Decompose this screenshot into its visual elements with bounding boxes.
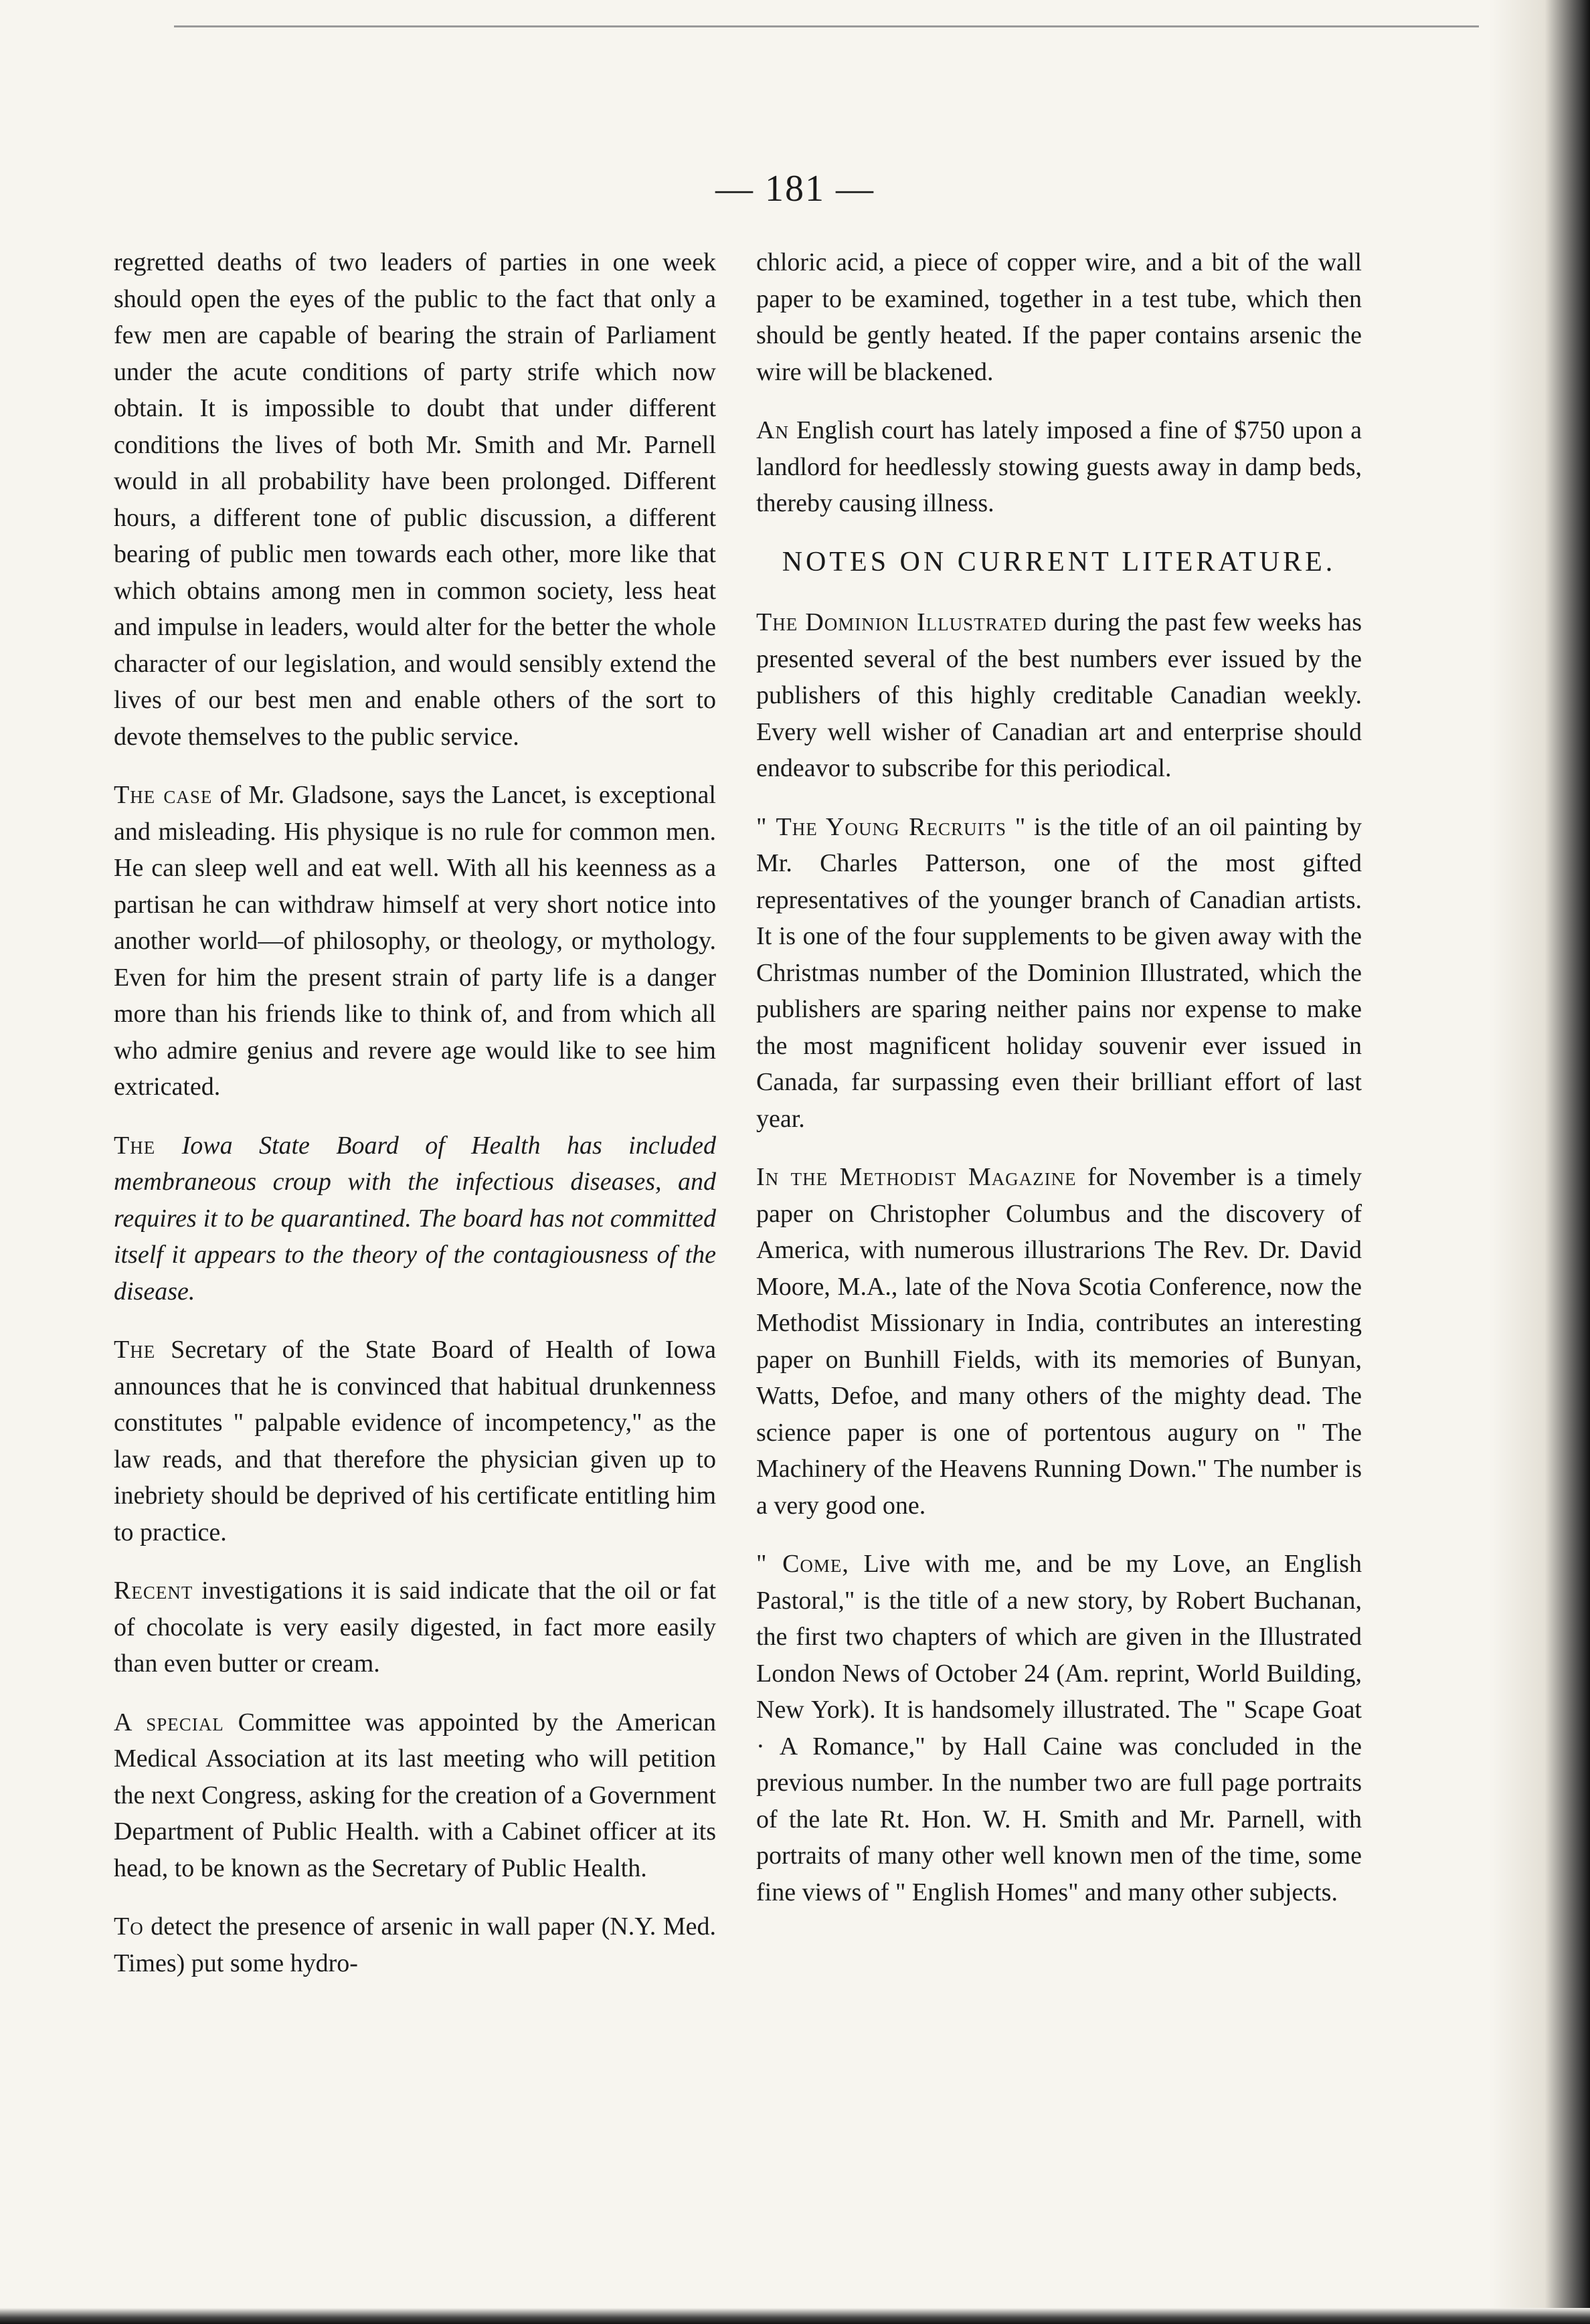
lead-in: An: [756, 416, 789, 444]
lead-in: In the Methodist Magazine: [756, 1163, 1077, 1191]
lead-in: The Dominion Illustrated: [756, 608, 1047, 636]
lead-in: The: [114, 1336, 156, 1364]
paragraph: [756, 412, 1362, 522]
paragraph-text: regretted deaths of two leaders of parties in one week should open the eyes of the public to the fact that only a few men are capable of bearing the strain of Parliament under the acute conditions of party strife which now obtain. It is impossible to doubt that under different conditions the lives of both Mr. Smith and Mr. Parnell would in all probability have been prolonged. Different hours, a different tone of public discussion, a different bearing of public men towards each other, more like that which obtains among men in common society, less heat and impulse in leaders, would alter for the better the whole character of our legislation, and would sensibly extend the lives of our best men and enable others of the sort to devote themselves to the public service.: [114, 248, 716, 751]
lead-in: Recent: [114, 1577, 193, 1605]
paragraph: [756, 809, 1362, 1138]
paragraph-text: chloric acid, a piece of copper wire, and a bit of the wall paper to be examined, together in a test tube, which then should be gently heated. If the paper contains arsenic the wire will be blackened.: [756, 248, 1362, 386]
paragraph: [756, 1159, 1362, 1524]
lead-in: " The Young Recruits: [756, 812, 1007, 841]
lead-in: The: [114, 1131, 156, 1160]
paragraph: [756, 244, 1362, 390]
paragraph-text: investigations it is said indicate that the oil or fat of chocolate is very easily digested, in fact more easily than even butter or cream.: [114, 1577, 716, 1678]
paragraph: [756, 1546, 1362, 1910]
paragraph: [114, 777, 716, 1105]
paragraph: [114, 1128, 716, 1310]
lead-in: The case: [114, 781, 213, 809]
top-rule: [174, 25, 1479, 27]
section-heading: NOTES ON CURRENT LITERATURE.: [782, 546, 1336, 577]
paragraph-text: detect the presence of arsenic in wall paper (N.Y. Med. Times) put some hydro-: [114, 1912, 716, 1977]
page-number: — 181 —: [715, 168, 875, 209]
binding-shadow: [1490, 0, 1590, 2324]
paragraph-text: Committee was appointed by the American Medical Association at its last meeting who will petition the next Congress, asking for the creation of a Government Department of Public Health. with a Cabinet officer at its head, to be known as the Secretary of Public Health.: [114, 1708, 716, 1882]
right-column: [756, 244, 1362, 1933]
paragraph: [114, 1704, 716, 1887]
bottom-edge-shadow: [0, 2308, 1590, 2324]
paragraph-text: during the past few weeks has presented several of the best numbers ever issued by the publishers of this highly creditable Canadian weekly. Every well wisher of Canadian art and enterprise should endeavor to subscribe for this periodical.: [756, 608, 1362, 782]
paragraph-text: for November is a timely paper on Christopher Columbus and the discovery of America, with numerous illustrarions The Rev. Dr. David Moore, M.A., late of the Nova Scotia Conference, now the Methodist Missionary in India, contributes an interesting paper on Bunhill Fields, with its memories of Bunyan, Watts, Defoe, and many others of the mighty dead. The science paper is one of portentous augury on " The Machinery of the Heavens Running Down." The number is a very good one.: [756, 1163, 1362, 1520]
paragraph-text: Live with me, and be my Love, an English Pastoral," is the title of a new story, by Robert Buchanan, the first two chapters of which are given in the Illustrated London News of October 24 (Am. reprint, World Building, New York). It is handsomely illustrated. The " Scape Goat · A Romance," by Hall Caine was concluded in the previous number. In the number two are full page portraits of the late Rt. Hon. W. H. Smith and Mr. Parnell, with portraits of many other well known men of the time, some fine views of " English Homes" and many other subjects.: [756, 1550, 1362, 1906]
paragraph-text: Secretary of the State Board of Health of Iowa announces that he is convinced that habitual drunkenness constitutes " palpable evidence of incompetency," as the law reads, and that therefore the physician given up to inebriety should be deprived of his certificate entitling him to practice.: [114, 1336, 716, 1546]
paragraph-text: of Mr. Gladsone, says the Lancet, is exceptional and misleading. His physique is no rule for common men. He can sleep well and eat well. With all his keenness as a partisan he can withdraw himself at very short notice into another world—of philosophy, or theology, or mythology. Even for him the present strain of party life is a danger more than his friends like to think of, and from which all who admire genius and revere age would like to see him extricated.: [114, 781, 716, 1101]
paragraph: [114, 244, 716, 755]
lead-in: " Come,: [756, 1550, 849, 1578]
lead-in: To: [114, 1912, 144, 1941]
paragraph-text: Iowa State Board of Health has included membraneous croup with the infectious diseases, and requires it to be quarantined. The board has not committed itself it appears to the theory of the contagiousness of the disease.: [114, 1131, 716, 1306]
paragraph: [114, 1908, 716, 1981]
paragraph: [114, 1573, 716, 1682]
lead-in: A special: [114, 1708, 224, 1736]
paragraph-text: " is the title of an oil painting by Mr. Charles Patterson, one of the most gifted representatives of the younger branch of Canadian artists. It is one of the four supplements to be given away with the Christmas number of the Dominion Illustrated, which the publishers are sparing neither pains nor expense to make the most magnificent holiday souvenir ever issued in Canada, far surpassing even their brilliant effort of last year.: [756, 812, 1362, 1133]
left-column: [114, 244, 716, 2003]
paragraph-text: English court has lately imposed a fine of $750 upon a landlord for heedlessly stowing guests away in damp beds, thereby causing illness.: [756, 416, 1362, 517]
paragraph: [114, 1332, 716, 1550]
paragraph: [756, 604, 1362, 787]
